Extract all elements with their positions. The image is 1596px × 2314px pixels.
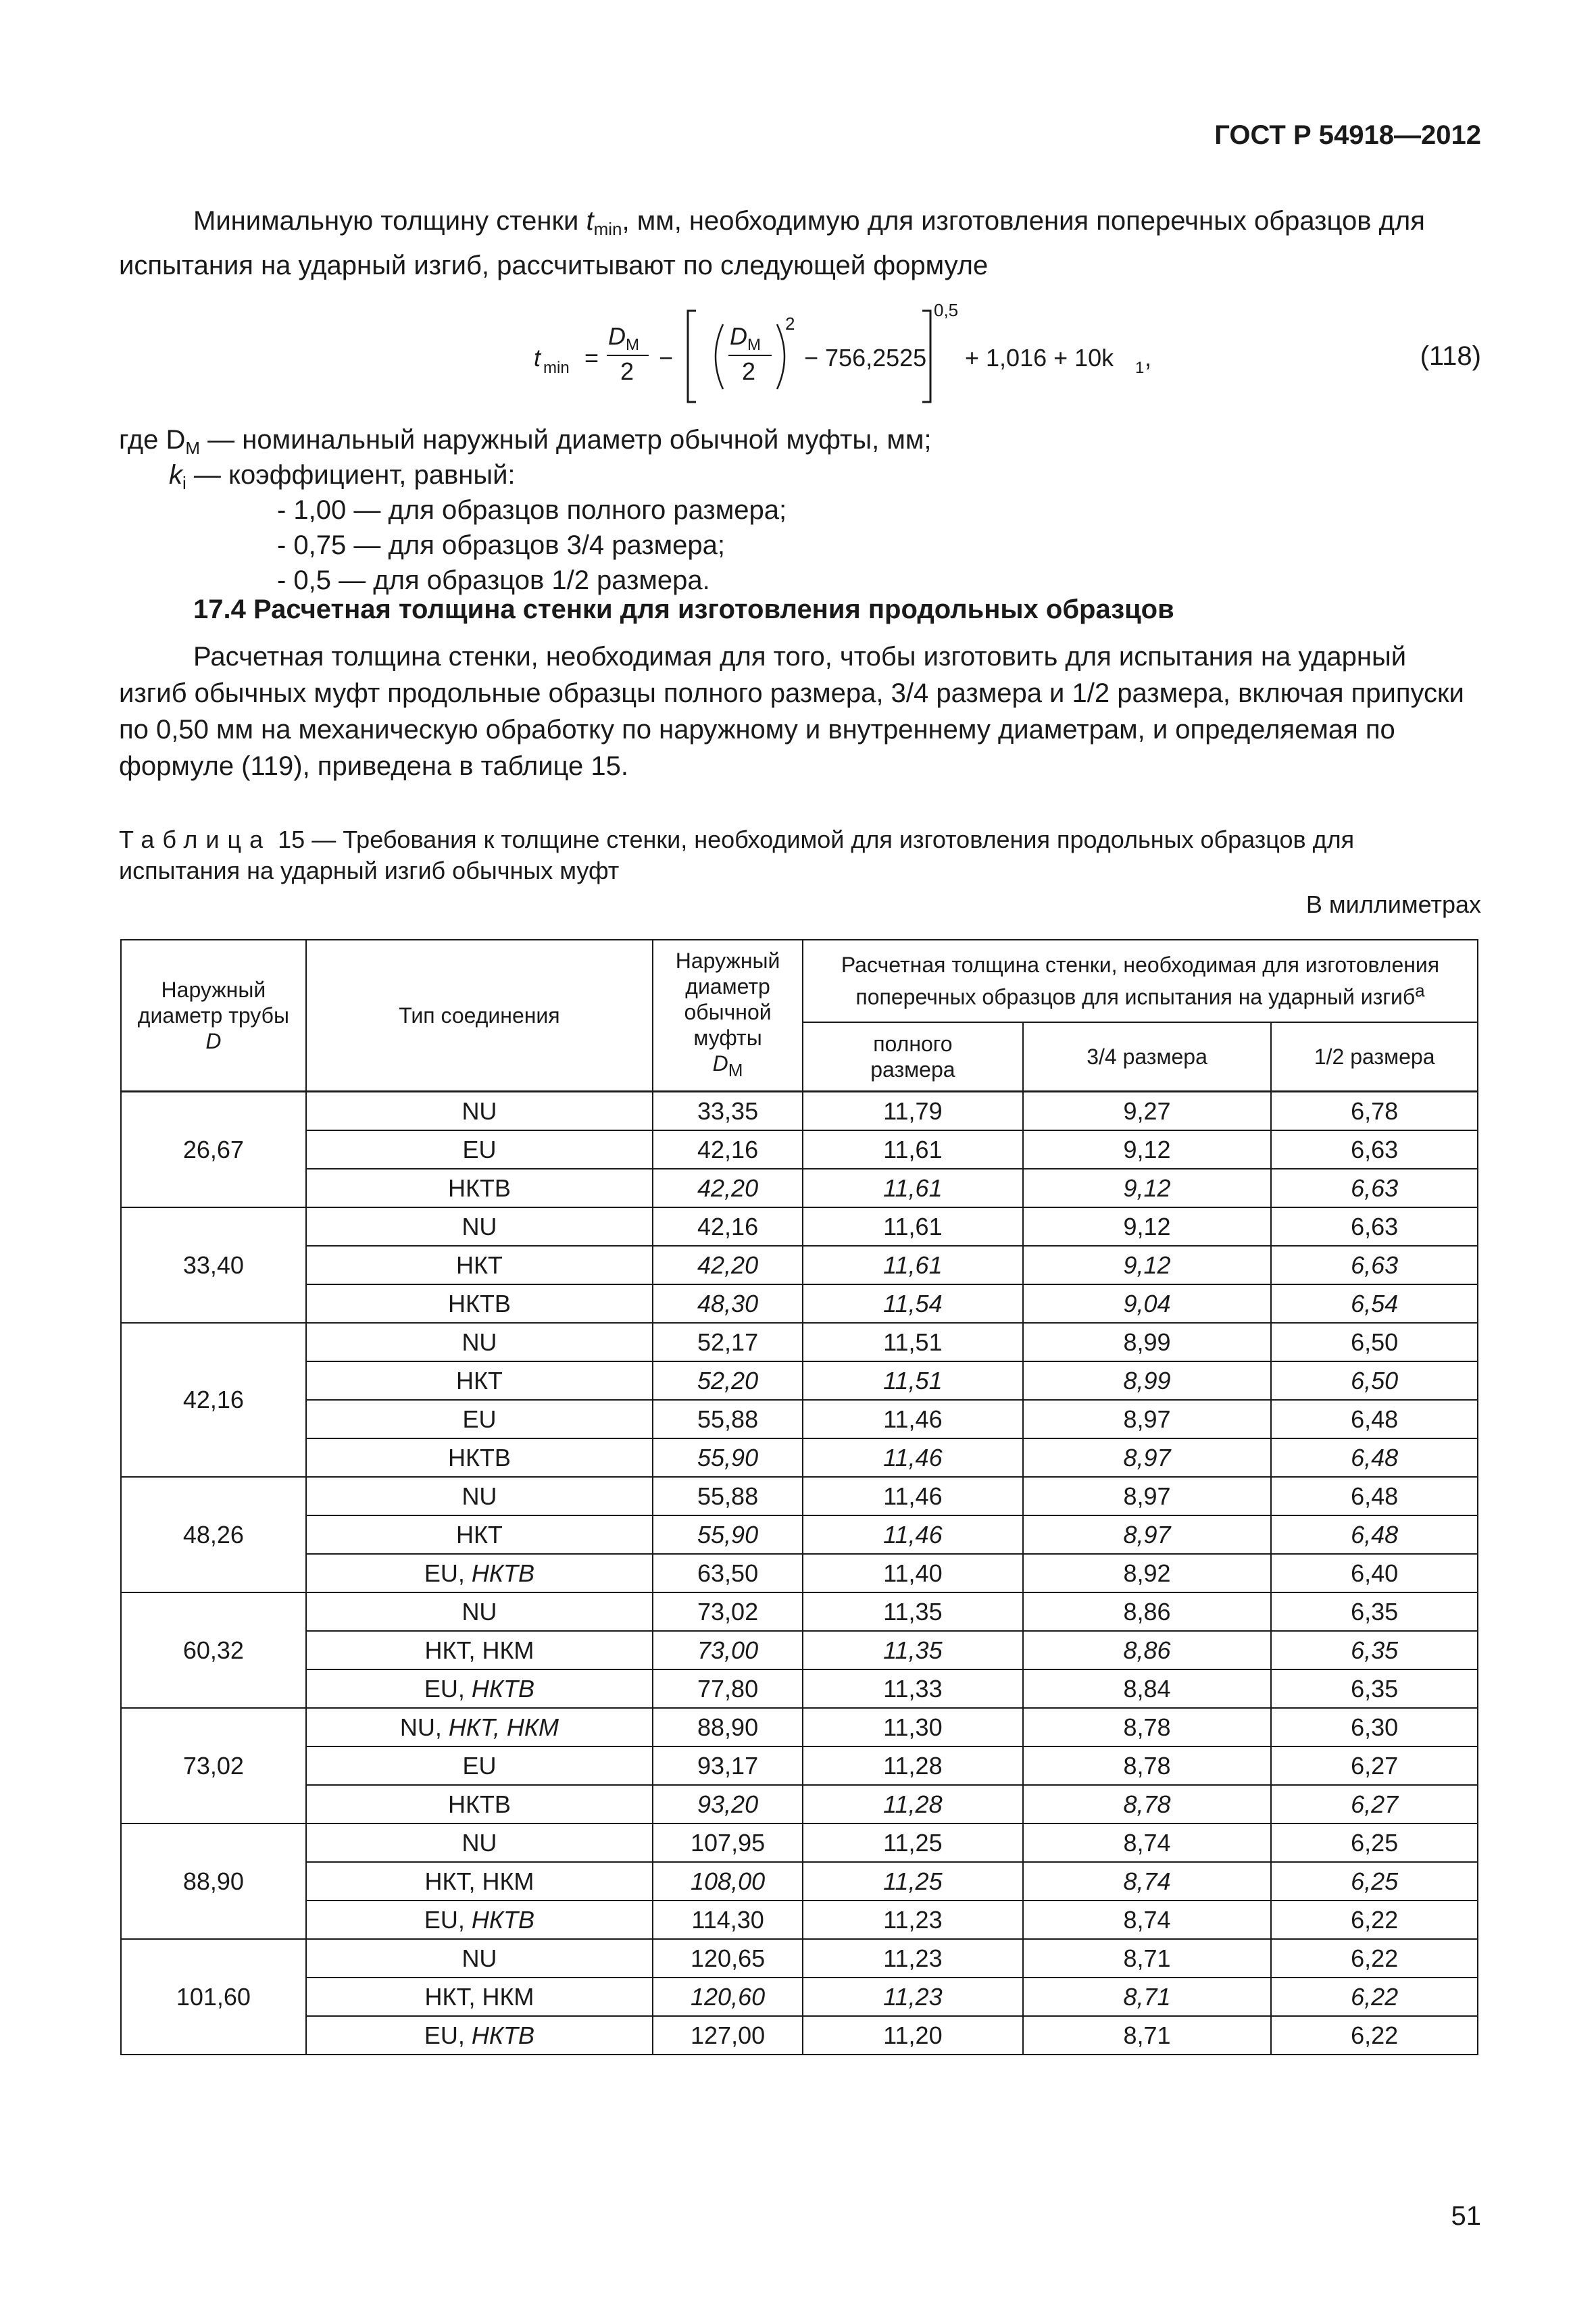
connection-type-cell: НКТ, НКМ <box>306 1631 653 1669</box>
value-cell-dm: 42,20 <box>653 1246 803 1284</box>
connection-type-part: EU, <box>424 1559 472 1587</box>
formula-tail-sub: 1 <box>1135 359 1145 377</box>
table-row <box>121 1939 1478 1978</box>
value-cell-q34: 8,97 <box>1023 1438 1272 1477</box>
pipe-diameter-cell: 42,16 <box>121 1323 306 1477</box>
connection-type-cell: NU <box>306 1823 653 1862</box>
value-cell-dm: 127,00 <box>653 2016 803 2055</box>
value-cell-q12: 6,22 <box>1271 2016 1478 2055</box>
value-cell-q12: 6,35 <box>1271 1631 1478 1669</box>
value-cell-dm: 114,30 <box>653 1901 803 1939</box>
connection-type-cell: NU <box>306 1323 653 1361</box>
connection-type-cell: НКТВ <box>306 1169 653 1207</box>
value-cell-full: 11,46 <box>803 1515 1023 1554</box>
value-cell-q12: 6,35 <box>1271 1592 1478 1631</box>
connection-type-cell: НКТВ <box>306 1438 653 1477</box>
pipe-diameter-cell: 73,02 <box>121 1708 306 1823</box>
value-cell-q34: 8,74 <box>1023 1823 1272 1862</box>
value-cell-q12: 6,63 <box>1271 1169 1478 1207</box>
table-15 <box>120 939 1478 2055</box>
table-row <box>121 1978 1478 2016</box>
where-k-desc: — коэффициент, равный: <box>186 460 516 490</box>
value-cell-dm: 55,90 <box>653 1438 803 1477</box>
where-k-symbol: k <box>169 460 182 490</box>
intro-t-symbol: t <box>586 206 594 236</box>
header-dm-symbol: D <box>712 1051 728 1076</box>
value-cell-full: 11,33 <box>803 1669 1023 1708</box>
formula-tail: + 1,016 + 10k <box>965 344 1114 372</box>
value-cell-q34: 8,71 <box>1023 2016 1272 2055</box>
value-cell-q34: 8,78 <box>1023 1708 1272 1746</box>
table-row <box>121 1092 1478 1131</box>
formula-const: − 756,2525 <box>804 344 927 372</box>
table-row <box>121 1284 1478 1323</box>
value-cell-dm: 52,17 <box>653 1323 803 1361</box>
value-cell-dm: 55,88 <box>653 1400 803 1438</box>
connection-type-part-italic: НКТВ <box>471 1559 535 1587</box>
value-cell-dm: 42,16 <box>653 1130 803 1169</box>
table-row <box>121 1169 1478 1207</box>
value-cell-q34: 8,78 <box>1023 1785 1272 1823</box>
formula-square: 2 <box>785 313 795 334</box>
value-cell-q34: 9,12 <box>1023 1207 1272 1246</box>
value-cell-dm: 93,17 <box>653 1746 803 1785</box>
formula-dm2-sub: M <box>747 336 761 354</box>
formula-t: t <box>534 344 541 372</box>
connection-type-part: NU, <box>399 1713 449 1741</box>
value-cell-q12: 6,25 <box>1271 1823 1478 1862</box>
header-d-symbol: D <box>205 1029 222 1053</box>
value-cell-q34: 8,84 <box>1023 1669 1272 1708</box>
value-cell-q12: 6,63 <box>1271 1130 1478 1169</box>
value-cell-q34: 8,74 <box>1023 1862 1272 1901</box>
connection-type-cell <box>306 1554 653 1592</box>
header-coupling-diameter <box>653 940 803 1092</box>
value-cell-full: 11,46 <box>803 1438 1023 1477</box>
value-cell-q34: 8,86 <box>1023 1592 1272 1631</box>
value-cell-q34: 8,71 <box>1023 1939 1272 1978</box>
pipe-diameter-cell: 101,60 <box>121 1939 306 2055</box>
header-1-2-size: 1/2 размера <box>1271 1022 1478 1092</box>
table-caption <box>119 824 1477 886</box>
header-calc-thickness <box>803 940 1478 1022</box>
value-cell-dm: 42,16 <box>653 1207 803 1246</box>
table-row <box>121 1746 1478 1785</box>
value-cell-full: 11,35 <box>803 1592 1023 1631</box>
value-cell-q34: 9,12 <box>1023 1130 1272 1169</box>
units-note: В миллиметрах <box>1305 890 1481 918</box>
table-row <box>121 1438 1478 1477</box>
value-cell-dm: 120,65 <box>653 1939 803 1978</box>
header-coupling-diameter-text: Наружный диаметр обычной муфты <box>675 949 780 1050</box>
value-cell-q12: 6,40 <box>1271 1554 1478 1592</box>
connection-type-cell: NU <box>306 1092 653 1131</box>
table-row <box>121 1901 1478 1939</box>
connection-type-cell: НКТ <box>306 1246 653 1284</box>
value-cell-dm: 48,30 <box>653 1284 803 1323</box>
table-row <box>121 1400 1478 1438</box>
connection-type-cell: EU <box>306 1400 653 1438</box>
value-cell-dm: 73,02 <box>653 1592 803 1631</box>
header-pipe-diameter-text: Наружный диаметр трубы <box>137 978 289 1028</box>
table-row <box>121 1554 1478 1592</box>
table-row <box>121 1862 1478 1901</box>
header-calc-text: Расчетная толщина стенки, необходимая для изготовления поперечных образцов для испытания на ударный изгиб <box>841 953 1440 1009</box>
connection-type-part-italic: НКТВ <box>471 1905 535 1934</box>
pipe-diameter-cell: 60,32 <box>121 1592 306 1708</box>
where-line-4: - 0,75 — для образцов 3/4 размера; <box>277 530 726 560</box>
value-cell-full: 11,25 <box>803 1862 1023 1901</box>
connection-type-part-italic: НКТВ <box>471 1674 535 1703</box>
value-cell-q34: 8,97 <box>1023 1477 1272 1515</box>
value-cell-q34: 8,97 <box>1023 1400 1272 1438</box>
value-cell-q12: 6,27 <box>1271 1746 1478 1785</box>
value-cell-q12: 6,48 <box>1271 1400 1478 1438</box>
value-cell-full: 11,40 <box>803 1554 1023 1592</box>
connection-type-part-italic: НКТВ <box>471 2021 535 2049</box>
connection-type-part: EU, <box>424 2021 472 2049</box>
pipe-diameter-cell: 26,67 <box>121 1092 306 1208</box>
value-cell-dm: 55,90 <box>653 1515 803 1554</box>
value-cell-full: 11,23 <box>803 1901 1023 1939</box>
value-cell-dm: 107,95 <box>653 1823 803 1862</box>
value-cell-dm: 93,20 <box>653 1785 803 1823</box>
section-title: 17.4 Расчетная толщина стенки для изготовления продольных образцов <box>193 595 1174 624</box>
value-cell-full: 11,28 <box>803 1746 1023 1785</box>
formula-right-paren <box>777 324 784 389</box>
value-cell-q12: 6,35 <box>1271 1669 1478 1708</box>
connection-type-cell: NU <box>306 1939 653 1978</box>
value-cell-full: 11,54 <box>803 1284 1023 1323</box>
value-cell-q12: 6,27 <box>1271 1785 1478 1823</box>
connection-type-cell: NU <box>306 1592 653 1631</box>
value-cell-full: 11,20 <box>803 2016 1023 2055</box>
value-cell-q12: 6,30 <box>1271 1708 1478 1746</box>
intro-text-b: , мм, необходимую для изготовления поперечных образцов для испытания на ударный изгиб, рассчитывают по следующей формуле <box>119 206 1425 280</box>
where-dm-sub: M <box>185 438 201 458</box>
value-cell-dm: 52,20 <box>653 1361 803 1400</box>
value-cell-full: 11,46 <box>803 1477 1023 1515</box>
value-cell-q12: 6,63 <box>1271 1207 1478 1246</box>
intro-text-a: Минимальную толщину стенки <box>193 206 587 236</box>
caption-text: 15 — Требования к толщине стенки, необходимой для изготовления продольных образцов для испытания на ударный изгиб обычных муфт <box>119 826 1355 884</box>
value-cell-q12: 6,50 <box>1271 1323 1478 1361</box>
formula-dm2: D <box>730 322 747 350</box>
value-cell-full: 11,61 <box>803 1207 1023 1246</box>
section-paragraph: Расчетная толщина стенки, необходимая для того, чтобы изготовить для испытания на ударный изгиб обычных муфт продольные образцы полного размера, 3/4 размера и 1/2 размера, включая припуски по 0,50 мм на механическую обработку по наружному и внутреннему диаметрам, и определяемая по формуле (119), приведена в таблице 15. <box>119 642 1464 781</box>
value-cell-q12: 6,25 <box>1271 1862 1478 1901</box>
formula-left-bracket <box>688 311 696 402</box>
value-cell-full: 11,61 <box>803 1130 1023 1169</box>
value-cell-q12: 6,48 <box>1271 1438 1478 1477</box>
connection-type-cell <box>306 1708 653 1746</box>
value-cell-q34: 8,71 <box>1023 1978 1272 2016</box>
table-row <box>121 1207 1478 1246</box>
where-k-sub: i <box>182 473 186 493</box>
value-cell-q12: 6,48 <box>1271 1515 1478 1554</box>
where-line-3: - 1,00 — для образцов полного размера; <box>277 495 787 525</box>
value-cell-q12: 6,22 <box>1271 1901 1478 1939</box>
table-header <box>121 940 1478 1092</box>
intro-paragraph <box>119 203 1477 284</box>
table-row <box>121 1323 1478 1361</box>
connection-type-part: EU, <box>424 1674 472 1703</box>
value-cell-full: 11,28 <box>803 1785 1023 1823</box>
value-cell-dm: 73,00 <box>653 1631 803 1669</box>
connection-type-cell: НКТ, НКМ <box>306 1862 653 1901</box>
formula-t-sub: min <box>543 359 570 377</box>
table-row <box>121 1785 1478 1823</box>
where-gde: где D <box>119 425 186 455</box>
header-pipe-diameter <box>121 940 306 1092</box>
header-full-size: полного размера <box>803 1022 1023 1092</box>
page-number: 51 <box>1451 2201 1481 2231</box>
formula-two-2: 2 <box>742 357 756 385</box>
connection-type-cell <box>306 1669 653 1708</box>
value-cell-q12: 6,54 <box>1271 1284 1478 1323</box>
value-cell-q34: 8,99 <box>1023 1323 1272 1361</box>
table-row <box>121 1669 1478 1708</box>
header-3-4-size: 3/4 размера <box>1023 1022 1272 1092</box>
table-row <box>121 1515 1478 1554</box>
value-cell-full: 11,23 <box>803 1978 1023 2016</box>
connection-type-cell: НКТВ <box>306 1785 653 1823</box>
header-calc-sup: a <box>1415 980 1425 1001</box>
formula-tail-end: , <box>1145 344 1152 372</box>
value-cell-q12: 6,22 <box>1271 1978 1478 2016</box>
value-cell-full: 11,51 <box>803 1361 1023 1400</box>
value-cell-q34: 8,86 <box>1023 1631 1272 1669</box>
table-row <box>121 1361 1478 1400</box>
connection-type-cell <box>306 1901 653 1939</box>
value-cell-q34: 8,99 <box>1023 1361 1272 1400</box>
value-cell-dm: 33,35 <box>653 1092 803 1131</box>
value-cell-dm: 42,20 <box>653 1169 803 1207</box>
formula-dm1: D <box>608 322 626 350</box>
formula-118 <box>527 297 1203 412</box>
connection-type-cell: NU <box>306 1207 653 1246</box>
table-row <box>121 1708 1478 1746</box>
value-cell-dm: 120,60 <box>653 1978 803 2016</box>
value-cell-dm: 55,88 <box>653 1477 803 1515</box>
value-cell-q12: 6,22 <box>1271 1939 1478 1978</box>
value-cell-dm: 88,90 <box>653 1708 803 1746</box>
connection-type-cell: НКТ <box>306 1515 653 1554</box>
value-cell-q12: 6,78 <box>1271 1092 1478 1131</box>
value-cell-q34: 8,74 <box>1023 1901 1272 1939</box>
value-cell-q34: 8,92 <box>1023 1554 1272 1592</box>
value-cell-full: 11,46 <box>803 1400 1023 1438</box>
table-row <box>121 1823 1478 1862</box>
value-cell-full: 11,79 <box>803 1092 1023 1131</box>
table-row <box>121 1477 1478 1515</box>
formula-minus-1: − <box>659 344 674 372</box>
formula-number: (118) <box>1420 341 1481 371</box>
pipe-diameter-cell: 48,26 <box>121 1477 306 1592</box>
value-cell-full: 11,25 <box>803 1823 1023 1862</box>
value-cell-full: 11,61 <box>803 1169 1023 1207</box>
value-cell-q12: 6,48 <box>1271 1477 1478 1515</box>
value-cell-q34: 9,12 <box>1023 1246 1272 1284</box>
value-cell-q12: 6,50 <box>1271 1361 1478 1400</box>
value-cell-dm: 108,00 <box>653 1862 803 1901</box>
table-row <box>121 2016 1478 2055</box>
value-cell-q34: 9,27 <box>1023 1092 1272 1131</box>
pipe-diameter-cell: 88,90 <box>121 1823 306 1939</box>
where-dm-desc: — номинальный наружный диаметр обычной муфты, мм; <box>200 425 932 455</box>
value-cell-q34: 8,97 <box>1023 1515 1272 1554</box>
header-dm-sub: M <box>728 1060 743 1080</box>
value-cell-q34: 8,78 <box>1023 1746 1272 1785</box>
value-cell-q34: 9,12 <box>1023 1169 1272 1207</box>
formula-left-paren <box>716 324 723 389</box>
connection-type-cell: EU <box>306 1746 653 1785</box>
intro-min-subscript: min <box>593 219 622 239</box>
table-row <box>121 1631 1478 1669</box>
caption-word: Таблица <box>119 826 272 853</box>
value-cell-full: 11,61 <box>803 1246 1023 1284</box>
standard-header: ГОСТ Р 54918—2012 <box>1214 120 1481 150</box>
table-row <box>121 1130 1478 1169</box>
connection-type-cell: НКТ, НКМ <box>306 1978 653 2016</box>
formula-eq: = <box>584 344 599 372</box>
value-cell-full: 11,30 <box>803 1708 1023 1746</box>
value-cell-dm: 77,80 <box>653 1669 803 1708</box>
connection-type-part-italic: НКТ, НКМ <box>448 1713 559 1741</box>
table-row <box>121 1246 1478 1284</box>
connection-type-part: EU, <box>424 1905 472 1934</box>
connection-type-cell: НКТВ <box>306 1284 653 1323</box>
formula-two-1: 2 <box>620 357 634 385</box>
where-line-5: - 0,5 — для образцов 1/2 размера. <box>277 565 710 595</box>
connection-type-cell: EU <box>306 1130 653 1169</box>
value-cell-q34: 9,04 <box>1023 1284 1272 1323</box>
value-cell-full: 11,51 <box>803 1323 1023 1361</box>
value-cell-full: 11,35 <box>803 1631 1023 1669</box>
table-row <box>121 1592 1478 1631</box>
formula-dm1-sub: M <box>626 336 639 354</box>
value-cell-full: 11,23 <box>803 1939 1023 1978</box>
value-cell-q12: 6,63 <box>1271 1246 1478 1284</box>
formula-power-05: 0,5 <box>934 300 959 320</box>
pipe-diameter-cell: 33,40 <box>121 1207 306 1323</box>
connection-type-cell: НКТ <box>306 1361 653 1400</box>
connection-type-cell: NU <box>306 1477 653 1515</box>
connection-type-cell <box>306 2016 653 2055</box>
header-connection-type: Тип соединения <box>306 940 653 1092</box>
table-body <box>121 1092 1478 2055</box>
value-cell-dm: 63,50 <box>653 1554 803 1592</box>
